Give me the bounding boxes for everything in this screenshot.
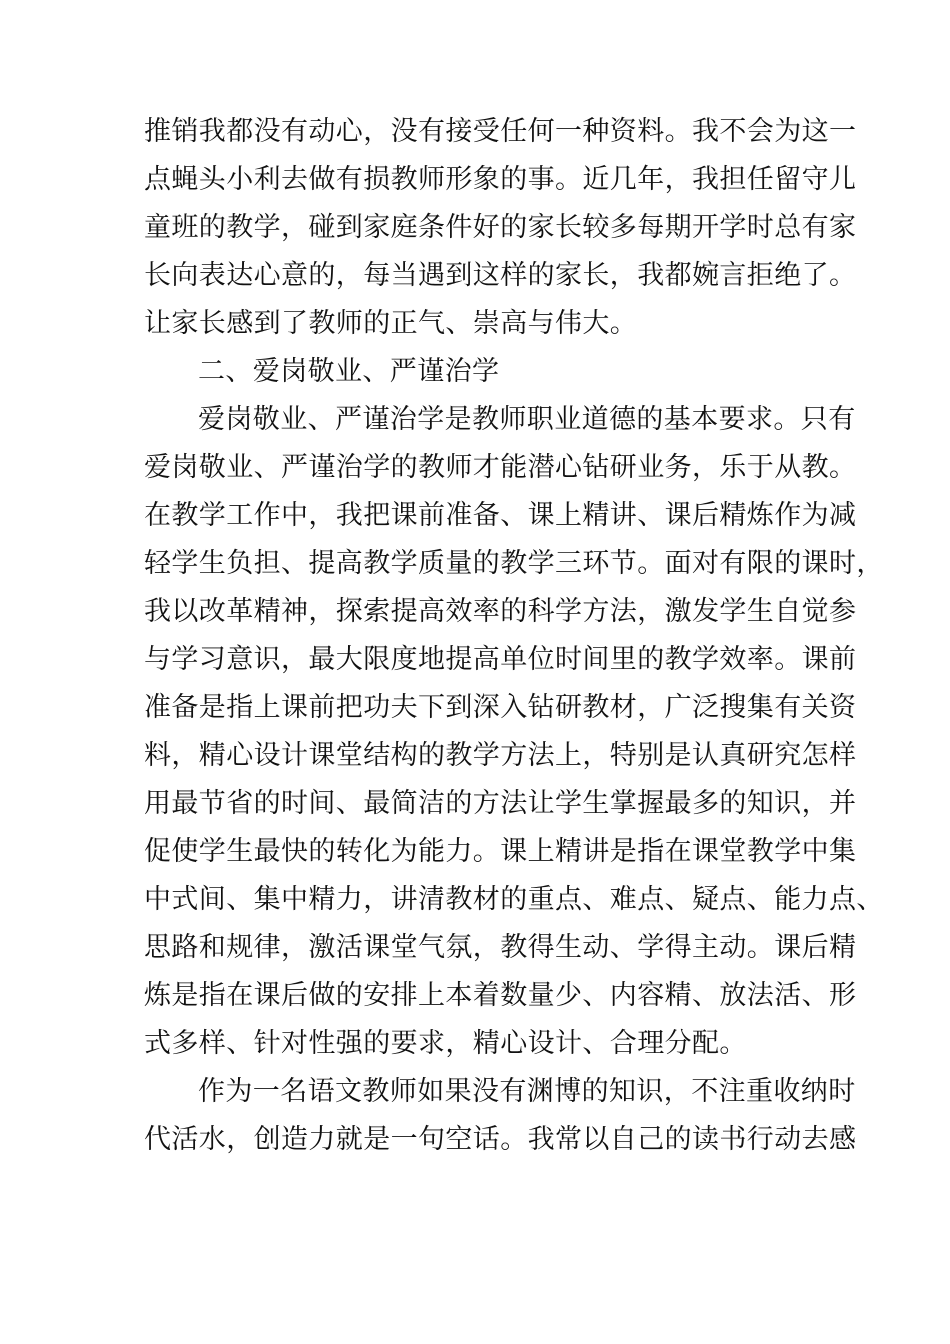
text-line: 推销我都没有动心，没有接受任何一种资料。我不会为这一 <box>144 116 857 147</box>
text-line: 代活水，创造力就是一句空话。我常以自己的读书行动去感 <box>144 1124 857 1155</box>
text-line: 长向表达心意的，每当遇到这样的家长，我都婉言拒绝了。 <box>144 260 857 291</box>
text-line: 点蝇头小利去做有损教师形象的事。近几年，我担任留守儿 <box>144 164 857 195</box>
text-line: 作为一名语文教师如果没有渊博的知识，不注重收纳时 <box>198 1076 856 1107</box>
text-line: 促使学生最快的转化为能力。课上精讲是指在课堂教学中集 <box>144 836 857 867</box>
text-line: 我以改革精神，探索提高效率的科学方法，激发学生自觉参 <box>144 596 857 627</box>
text-line: 中式间、集中精力，讲清教材的重点、难点、疑点、能力点、 <box>144 884 884 915</box>
text-line: 用最节省的时间、最简洁的方法让学生掌握最多的知识，并 <box>144 788 857 819</box>
text-line: 思路和规律，激活课堂气氛，教得生动、学得主动。课后精 <box>144 932 857 963</box>
text-line: 炼是指在课后做的安排上本着数量少、内容精、放法活、形 <box>144 980 857 1011</box>
text-line: 在教学工作中，我把课前准备、课上精讲、课后精炼作为减 <box>144 500 857 531</box>
text-line: 童班的教学，碰到家庭条件好的家长较多每期开学时总有家 <box>144 212 857 243</box>
text-line: 爱岗敬业、严谨治学是教师职业道德的基本要求。只有 <box>198 404 856 435</box>
text-line: 爱岗敬业、严谨治学的教师才能潜心钻研业务，乐于从教。 <box>144 452 857 483</box>
text-line: 准备是指上课前把功夫下到深入钻研教材，广泛搜集有关资 <box>144 692 857 723</box>
document-body <box>144 108 884 1164</box>
section-heading: 二、爱岗敬业、严谨治学 <box>198 356 500 387</box>
text-line: 轻学生负担、提高教学质量的教学三环节。面对有限的课时， <box>144 548 884 579</box>
text-line: 式多样、针对性强的要求，精心设计、合理分配。 <box>144 1028 747 1059</box>
text-line: 与学习意识，最大限度地提高单位时间里的教学效率。课前 <box>144 644 857 675</box>
text-line: 让家长感到了教师的正气、崇高与伟大。 <box>144 308 638 339</box>
text-line: 料，精心设计课堂结构的教学方法上，特别是认真研究怎样 <box>144 740 857 771</box>
